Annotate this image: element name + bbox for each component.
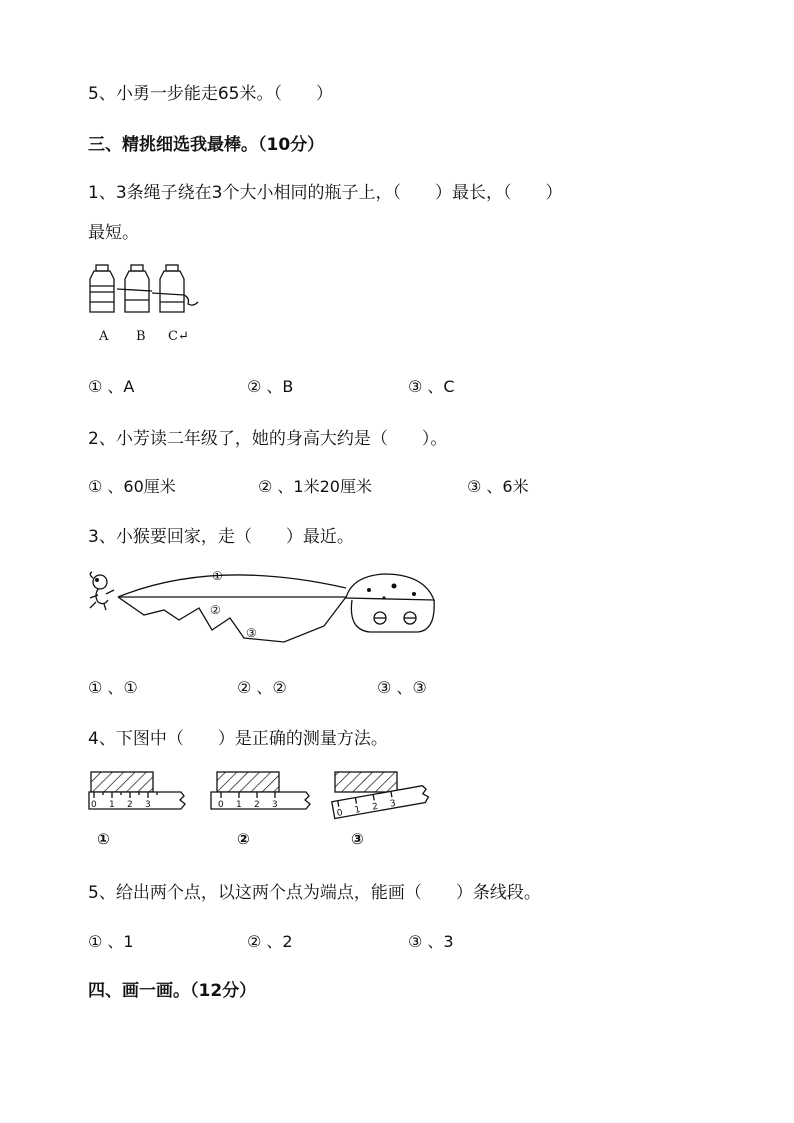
q3-text: 3、小猴要回家，走（ ）最近。 [88, 527, 354, 547]
ruler1-tick-1: 1 [109, 800, 115, 810]
bottle-label-b: B [136, 329, 146, 344]
ruler3-tick-3: 3 [389, 798, 397, 810]
bottle-b [117, 265, 152, 312]
q2-text: 2、小芳读二年级了，她的身高大约是（ ）。 [88, 429, 448, 449]
ruler3-tick-0: 0 [336, 808, 344, 819]
q3-option-2: ② 、② [237, 678, 287, 697]
path-1 [118, 575, 346, 597]
mushroom-house-icon [346, 574, 434, 632]
path-mark-2: ② [210, 603, 221, 617]
ruler-figure-1 [89, 772, 185, 809]
q2-option-1: ① 、60厘米 [88, 477, 176, 496]
ruler3-tick-1: 1 [353, 804, 362, 816]
previous-item-5: 5、小勇一步能走65米。（ ） [88, 84, 333, 104]
q1-option-2: ② 、B [247, 377, 294, 396]
monkey-icon [90, 572, 114, 610]
path-mark-3: ③ [246, 626, 257, 640]
q4-text: 4、下图中（ ）是正确的测量方法。 [88, 729, 388, 749]
monkey-path-figure [84, 560, 444, 650]
ruler-figure-2 [211, 772, 310, 809]
q5-text: 5、给出两个点，以这两个点为端点，能画（ ）条线段。 [88, 883, 541, 903]
ruler2-tick-2: 2 [254, 800, 260, 810]
q4-fig-mark-3: ③ [351, 830, 364, 848]
ruler2-tick-0: 0 [218, 800, 224, 810]
q1-text-line2: 最短。 [88, 223, 139, 243]
q4-fig-mark-1: ① [97, 830, 110, 848]
bottle-label-a: A [99, 329, 109, 344]
ruler1-tick-2: 2 [127, 800, 133, 810]
ruler-figure-3 [332, 772, 429, 818]
q3-option-1: ① 、① [88, 678, 138, 697]
q5-option-1: ① 、1 [88, 932, 134, 951]
q2-option-2: ② 、1米20厘米 [258, 477, 372, 496]
ruler1-tick-3: 3 [145, 800, 151, 810]
section-3-heading: 三、精挑细选我最棒。（10分） [88, 135, 325, 155]
q5-option-2: ② 、2 [247, 932, 293, 951]
ruler2-tick-1: 1 [236, 800, 242, 810]
path-3 [118, 597, 346, 642]
q1-text-line1: 1、3条绳子绕在3个大小相同的瓶子上，（ ）最长，（ ） [88, 183, 563, 203]
q1-option-1: ① 、A [88, 377, 135, 396]
ruler3-tick-2: 2 [371, 801, 379, 813]
bottle-c [152, 265, 198, 312]
q5-option-3: ③ 、3 [408, 932, 454, 951]
ruler2-tick-3: 3 [272, 800, 278, 810]
q1-option-3: ③ 、C [408, 377, 455, 396]
section-4-heading: 四、画一画。（12分） [88, 981, 257, 1001]
q4-fig-mark-2: ② [237, 830, 250, 848]
bottle-label-c: C↵ [168, 329, 189, 344]
q3-option-3: ③ 、③ [377, 678, 427, 697]
bottle-a [90, 265, 114, 312]
q2-option-3: ③ 、6米 [467, 477, 529, 496]
ruler1-tick-0: 0 [91, 800, 97, 810]
path-mark-1: ① [212, 569, 223, 583]
bottles-figure [86, 262, 206, 322]
measuring-figure [86, 764, 436, 824]
